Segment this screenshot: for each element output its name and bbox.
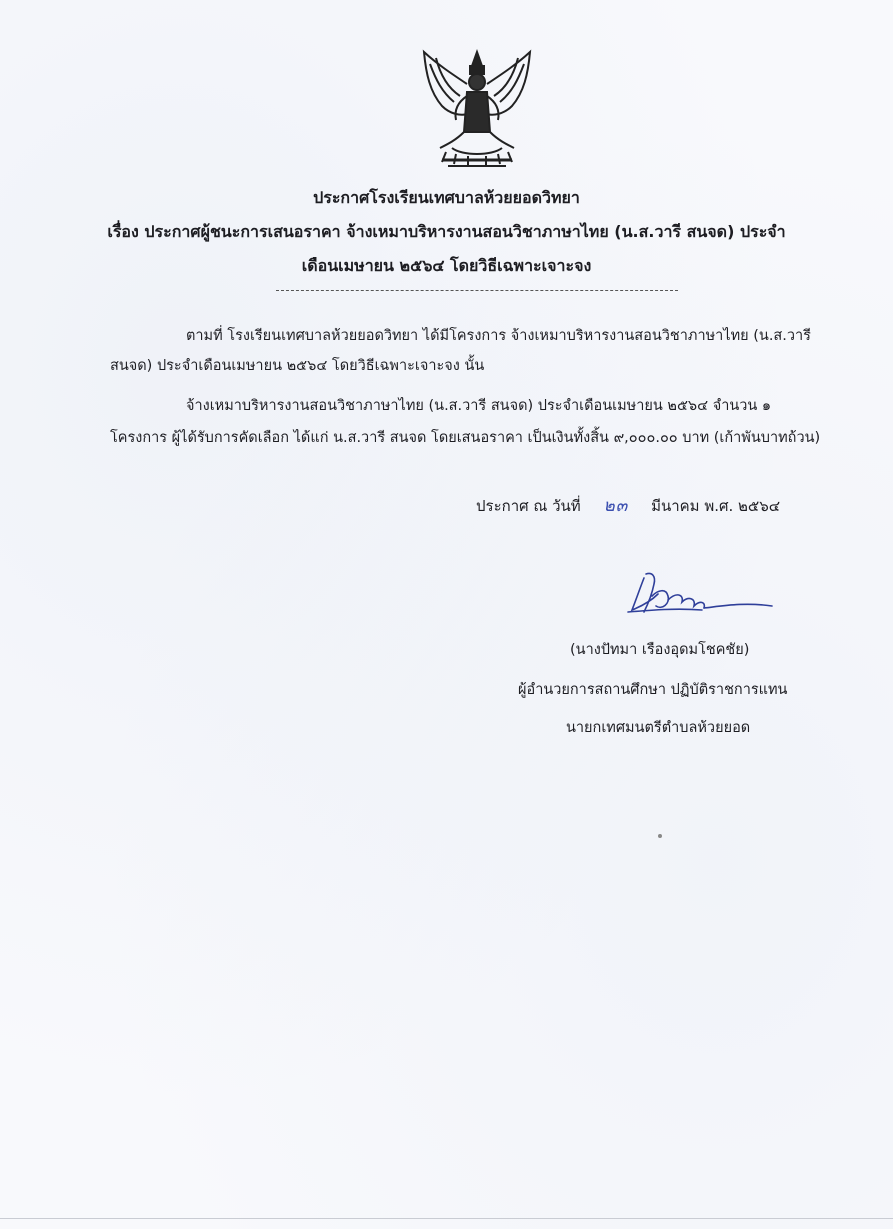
paragraph-1-line-2: สนจด) ประจำเดือนเมษายน ๒๕๖๔ โดยวิธีเฉพาะเจาะจง นั้น <box>110 358 485 374</box>
signatory-position-1: ผู้อำนวยการสถานศึกษา ปฏิบัติราชการแทน <box>518 682 788 698</box>
announcement-date <box>476 496 780 516</box>
signatory-position-2: นายกเทศมนตรีตำบลห้วยยอด <box>566 720 751 736</box>
handwritten-signature <box>622 566 782 626</box>
subject-line-2: เดือนเมษายน ๒๕๖๔ โดยวิธีเฉพาะเจาะจง <box>301 256 592 275</box>
announcement-suffix: มีนาคม พ.ศ. ๒๕๖๔ <box>651 497 781 515</box>
page-edge <box>0 1218 893 1219</box>
paper-speck <box>658 834 662 838</box>
paragraph-2-line-1: จ้างเหมาบริหารงานสอนวิชาภาษาไทย (น.ส.วารี สนจด) ประจำเดือนเมษายน ๒๕๖๔ จำนวน ๑ <box>186 398 772 414</box>
divider <box>276 290 678 291</box>
paragraph-2-line-2: โครงการ ผู้ได้รับการคัดเลือก ได้แก่ น.ส.วารี สนจด โดยเสนอราคา เป็นเงินทั้งสิ้น ๙,๐๐๐.๐๐ บาท (เก้าพันบาทถ้วน) <box>110 430 821 446</box>
handwritten-day: ๒๓ <box>603 496 629 516</box>
subject-line-1: เรื่อง ประกาศผู้ชนะการเสนอราคา จ้างเหมาบริหารงานสอนวิชาภาษาไทย (น.ส.วารี สนจด) ประจำ <box>107 222 786 241</box>
paragraph-1-line-1: ตามที่ โรงเรียนเทศบาลห้วยยอดวิทยา ได้มีโครงการ จ้างเหมาบริหารงานสอนวิชาภาษาไทย (น.ส.วารี <box>186 328 811 344</box>
signatory-name: (นางปัทมา เรืองอุดมโชคชัย) <box>570 642 750 658</box>
garuda-emblem-icon <box>412 44 542 172</box>
announcement-prefix: ประกาศ ณ วันที่ <box>476 497 581 515</box>
document-title: ประกาศโรงเรียนเทศบาลห้วยยอดวิทยา <box>313 188 580 207</box>
